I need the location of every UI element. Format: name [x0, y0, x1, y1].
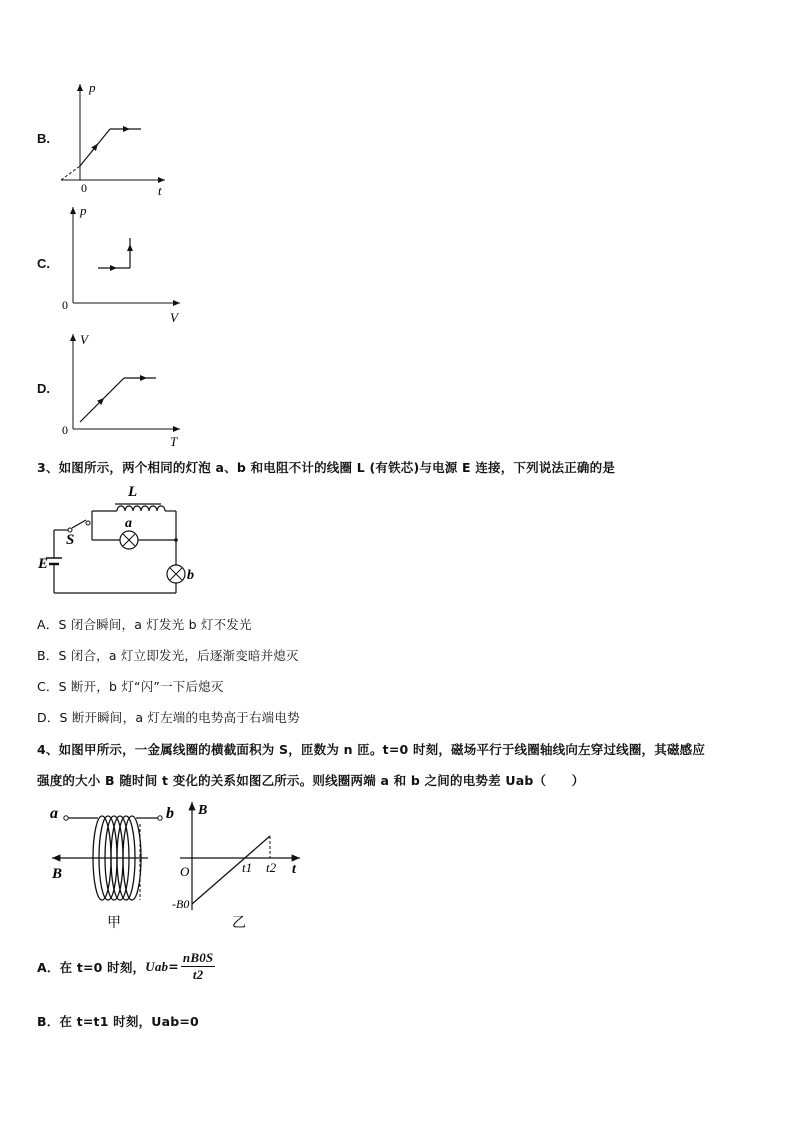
- q4-option-a: [37, 950, 215, 983]
- x-axis-label: T: [170, 434, 178, 448]
- origin-label: 0: [81, 181, 87, 195]
- direction-arrow: [93, 146, 96, 150]
- q4-option-a-prefix: A．在 t=0 时刻，: [37, 959, 146, 975]
- q3-stem: 3、如图所示，两个相同的灯泡 a、b 和电阻不计的线圈 L (有铁芯)与电源 E 连接，下列说法正确的是: [37, 460, 616, 475]
- switch-terminal: [86, 521, 90, 525]
- graph-b: [55, 78, 175, 198]
- lamp-b-label: b: [187, 568, 194, 583]
- q3-circuit-diagram: [36, 482, 196, 607]
- q4-stem-line2: 强度的大小 B 随时间 t 变化的关系如图乙所示。则线圈两端 a 和 b 之间的电势差 Uab（ ）: [37, 773, 585, 788]
- direction-arrow: [98, 400, 102, 404]
- graph-c: [58, 203, 188, 325]
- q4-option-a-fraction: [181, 950, 215, 983]
- graph-d: [58, 330, 188, 448]
- inductor-coil: [117, 506, 165, 511]
- q4-figure-b-t-graph: [170, 798, 310, 938]
- dashed-extension: [61, 166, 80, 180]
- x-axis-label: t: [292, 862, 296, 877]
- inductor-label: L: [128, 484, 138, 500]
- origin-label: 0: [62, 298, 68, 312]
- field-label: B: [52, 866, 63, 882]
- option-b-label: B.: [37, 131, 50, 146]
- terminal-a-label: a: [50, 805, 58, 822]
- x-axis-label: V: [170, 310, 178, 325]
- y-axis-label: p: [80, 203, 87, 218]
- q3-option-a: A．S 闭合瞬间，a 灯发光 b 灯不发光: [37, 617, 252, 632]
- y-axis-label: p: [89, 80, 96, 95]
- y-axis-label: B: [198, 803, 208, 818]
- lamp-a-label: a: [125, 516, 132, 531]
- figure-caption: 甲: [107, 916, 121, 931]
- q4-option-a-var: Uab: [145, 958, 169, 974]
- q4-stem-line1: 4、如图甲所示，一金属线圈的横截面积为 S，匝数为 n 匝。t=0 时刻，磁场平行于线圈轴线向左穿过线圈，其磁感应: [37, 742, 706, 757]
- fraction-numerator: nB0S: [182, 950, 214, 965]
- q3-option-d: D．S 断开瞬间，a 灯左端的电势高于右端电势: [37, 710, 300, 725]
- switch-blade: [72, 520, 86, 528]
- x-axis-label: t: [158, 183, 162, 198]
- q3-option-b: B．S 闭合，a 灯立即发光，后逐渐变暗并熄灭: [37, 648, 299, 663]
- neg-b0-label: -B0: [172, 897, 190, 911]
- t2-label: t2: [266, 860, 277, 875]
- t1-label: t1: [242, 860, 253, 875]
- origin-label: O: [180, 864, 190, 879]
- q4-figure-coil: [44, 796, 179, 936]
- q4-option-a-eq: =: [168, 959, 179, 974]
- b-t-line: [192, 836, 270, 904]
- switch-label: S: [66, 532, 75, 548]
- q4-option-b: B．在 t=t1 时刻，Uab=0: [37, 1014, 199, 1029]
- option-d-label: D.: [37, 381, 50, 396]
- y-axis-label: V: [80, 332, 88, 347]
- option-c-label: C.: [37, 256, 50, 271]
- q3-option-c: C．S 断开，b 灯“闪”一下后熄灭: [37, 679, 224, 694]
- origin-label: 0: [62, 423, 68, 437]
- fraction-denominator: t2: [192, 967, 204, 982]
- figure-caption: 乙: [232, 916, 246, 931]
- battery-label: E: [38, 556, 49, 572]
- terminal-b-label: b: [166, 805, 174, 822]
